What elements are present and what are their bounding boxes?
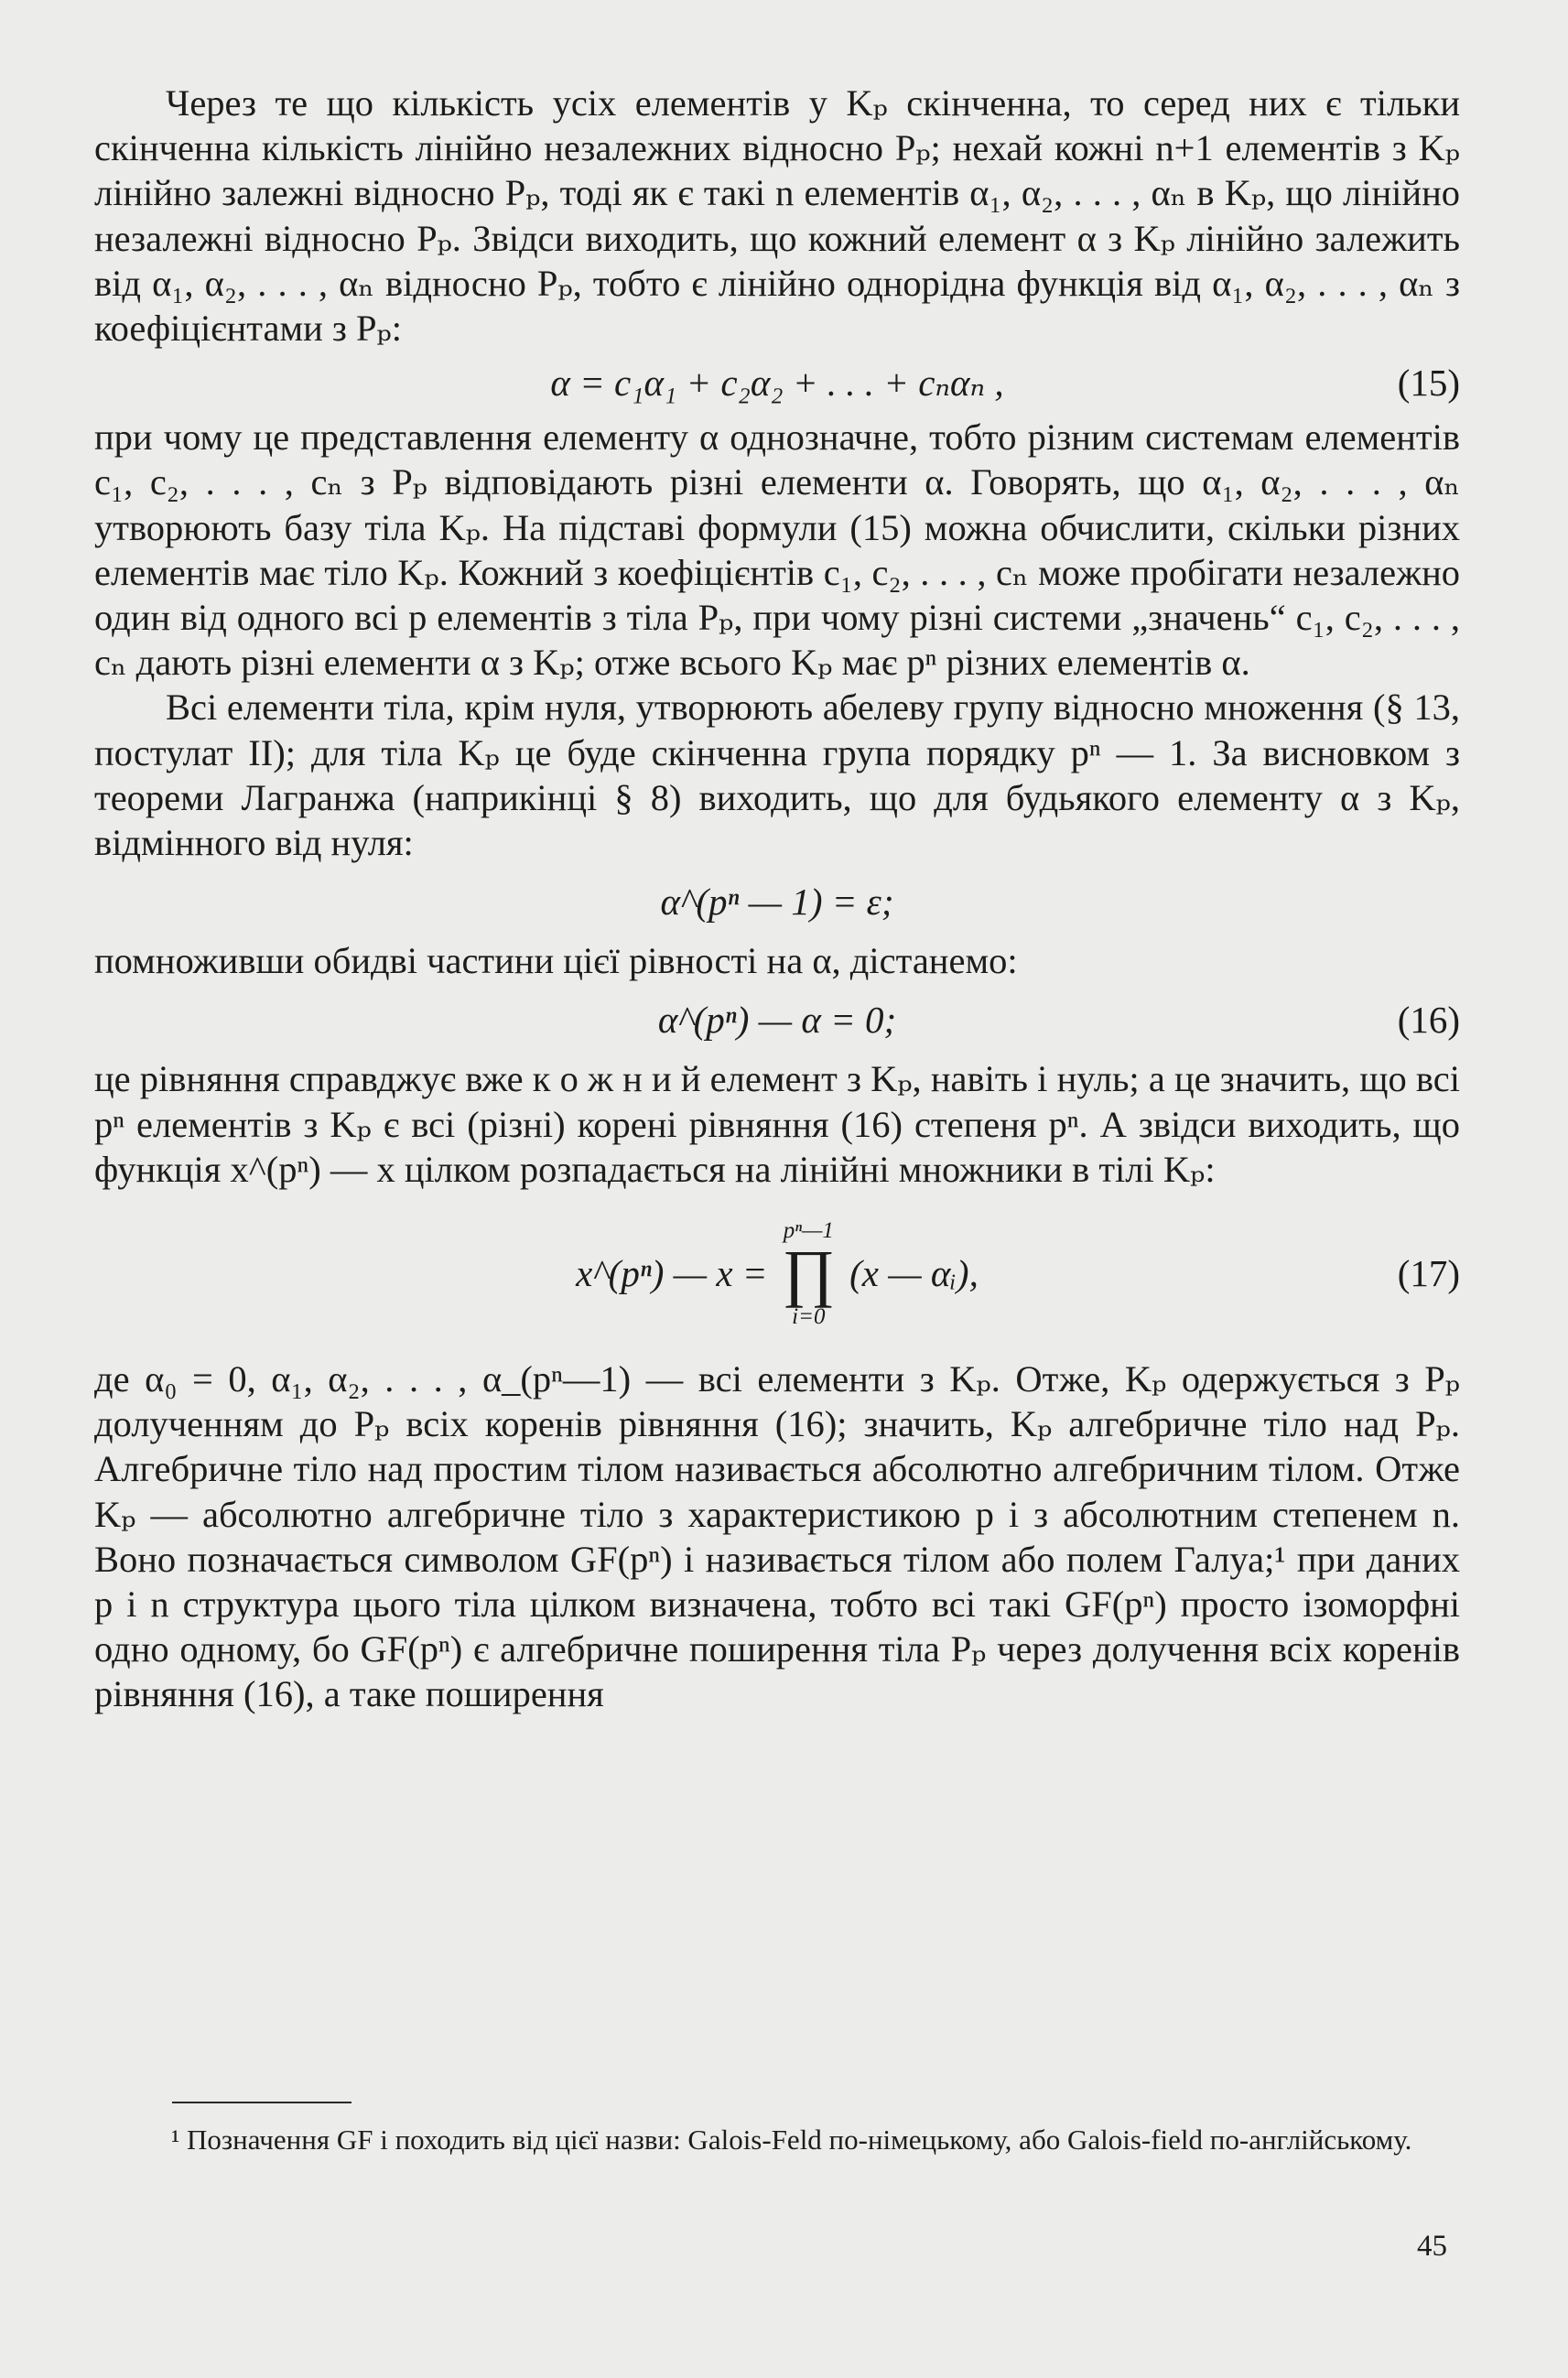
- equation-16-body: α^(pⁿ) — α = 0;: [657, 998, 897, 1041]
- equation-unnumbered: [94, 865, 1460, 938]
- equation-15-number: (15): [1397, 361, 1460, 404]
- paragraph-4: помноживши обидві частини цієї рівності на α, дістанемо:: [94, 940, 1018, 982]
- equation-unnumbered-body: α^(pⁿ — 1) = ε;: [660, 880, 894, 923]
- footnote-divider: [172, 2102, 351, 2103]
- equation-17-rhs: (x — αᵢ),: [849, 1252, 979, 1295]
- equation-17-lhs: x^(pⁿ) — x =: [576, 1252, 768, 1295]
- paragraph-3: Всі елементи тіла, крім нуля, утворюють абелеву групу відносно множення (§ 13, постулат II); для тіла Kₚ це буде скінченна група порядку pⁿ — 1. За висновком з теореми Лагранжа (наприкінці § 8) виходить, що для будьякого елементу α з Kₚ, відмінного від нуля:: [94, 686, 1460, 864]
- footnote: ¹ Позначення GF і походить від цієї назви: Galois-Feld по-німецькому, або Galois-field по-англійському.: [171, 2124, 1412, 2156]
- equation-16: [94, 983, 1460, 1056]
- product-operator: [782, 1218, 835, 1330]
- paragraph-5: це рівняння справджує вже к о ж н и й елемент з Kₚ, навіть і нуль; а це значить, що всі pⁿ елементів з Kₚ є всі (різні) корені рівняння (16) степеня pⁿ. А звідси виходить, що функція x^(pⁿ) — x цілком розпадається на лінійні множники в тілі Kₚ:: [94, 1058, 1460, 1190]
- product-lower-limit: i=0: [792, 1304, 826, 1330]
- equation-15-body: α = c₁α₁ + c₂α₂ + . . . + cₙαₙ ,: [550, 361, 1004, 404]
- paragraph-6: де α₀ = 0, α₁, α₂, . . . , α_(pⁿ—1) — всі елементи з Kₚ. Отже, Kₚ одержується з Pₚ долученням до Pₚ всіх коренів рівняння (16); значить, Kₚ алгебричне тіло над Pₚ. Алгебричне тіло над простим тілом називається абсолютно алгебричним тілом. Отже Kₚ — абсолютно алгебричне тіло з характеристикою p і з абсолютним степенем n. Воно позначається символом GF(pⁿ) і називається тілом або полем Галуа;¹ при даних p і n структура цього тіла цілком визначена, тобто всі такі GF(pⁿ) просто ізоморфні одно одному, бо GF(pⁿ) є алгебричне поширення тіла Pₚ через долучення всіх коренів рівняння (16), а таке поширення: [94, 1358, 1460, 1715]
- equation-17-number: (17): [1397, 1252, 1460, 1295]
- main-text: [94, 81, 1460, 1717]
- paragraph-2: при чому це представлення елементу α однозначне, тобто різним системам елементів c₁, c₂, . . . , cₙ з Pₚ відповідають різні елементи α. Говорять, що α₁, α₂, . . . , αₙ утворюють базу тіла Kₚ. На підставі формули (15) можна обчислити, скільки різних елементів має тіло Kₚ. Кожний з коефіцієнтів c₁, c₂, . . . , cₙ може пробігати незалежно один від одного всі p елементів з тіла Pₚ, при чому різні системи „значень“ c₁, c₂, . . . , cₙ дають різні елементи α з Kₚ; отже всього Kₚ має pⁿ різних елементів α.: [94, 416, 1460, 684]
- product-symbol: ∏: [782, 1238, 836, 1310]
- equation-17: [94, 1192, 1460, 1357]
- page-number: 45: [1417, 2230, 1447, 2263]
- equation-15: [94, 351, 1460, 415]
- equation-16-number: (16): [1397, 998, 1460, 1041]
- product-upper-limit: pⁿ—1: [783, 1218, 834, 1244]
- paragraph-1: Через те що кількість усіх елементів у Kₚ скінченна, то серед них є тільки скінченна кількість лінійно незалежних відносно Pₚ; нехай кожні n+1 елементів з Kₚ лінійно залежні відносно Pₚ, тоді як є такі n елементів α₁, α₂, . . . , αₙ в Kₚ, що лінійно незалежні відносно Pₚ. Звідси виходить, що кожний елемент α з Kₚ лінійно залежить від α₁, α₂, . . . , αₙ відносно Pₚ, тобто є лінійно однорідна функція від α₁, α₂, . . . , αₙ з коефіцієнтами з Pₚ:: [94, 82, 1460, 350]
